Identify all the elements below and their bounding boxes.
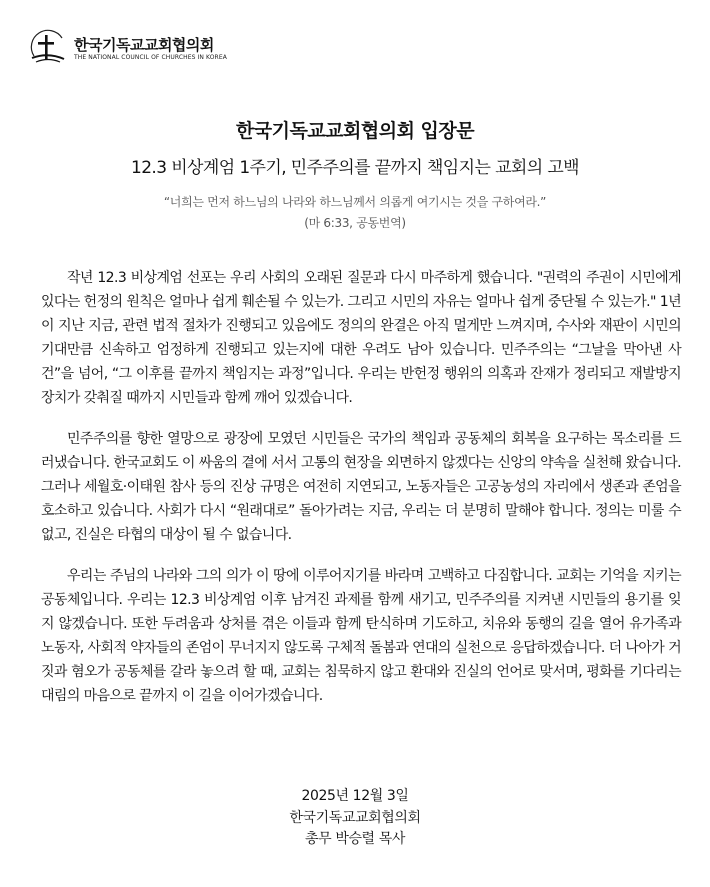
epigraph-source: (마 6:33, 공동번역) xyxy=(304,216,406,230)
ncck-logo-icon xyxy=(28,26,68,66)
org-name-kr: 한국기독교교회협의회 xyxy=(74,36,214,54)
signatory: 총무 박승렬 목사 xyxy=(305,831,405,847)
signature-block xyxy=(0,786,710,851)
epigraph-quote: “너희는 먼저 하느님의 나라와 하느님께서 의롭게 여기시는 것을 구하여라.” xyxy=(163,195,547,209)
document-subtitle: 12.3 비상계엄 1주기, 민주주의를 끝까지 책임지는 교회의 고백 xyxy=(130,158,579,178)
statement-date: 2025년 12월 3일 xyxy=(301,788,409,804)
paragraph-1: 작년 12.3 비상계엄 선포는 우리 사회의 오래된 질문과 다시 마주하게 했습니다. "권력의 주권이 시민에게 있다는 헌정의 원칙은 얼마나 쉽게 훼손될 수 있는가. 그리고 시민의 자유는 얼마나 쉽게 중단될 수 있는가." 1년이 지난 지금, 관련 법적 절차가 진행되고 있음에도 정의의 완결은 아직 멀게만 느껴지며, 수사와 재판이 시민의 기대만큼 신속하고 엄정하게 진행되고 있는지에 대한 우려도 남아 있습니다. 민주주의는 “그날을 막아낸 사건”을 넘어, “그 이후를 끝까지 책임지는 과정”입니다. 우리는 반헌정 행위의 의혹과 잔재가 정리되고 재발방지 장치가 갖춰질 때까지 시민들과 함께 깨어 있겠습니다. xyxy=(41,270,681,406)
signature-org: 한국기독교교회협의회 xyxy=(289,809,421,826)
paragraph-3: 우리는 주님의 나라와 그의 의가 이 땅에 이루어지기를 바라며 고백하고 다짐합니다. 교회는 기억을 지키는 공동체입니다. 우리는 12.3 비상계엄 이후 남겨진 과제를 함께 새기고, 민주주의를 지켜낸 시민들의 용기를 잊지 않겠습니다. 또한 두려움과 상처를 겪은 이들과 함께 탄식하며 기도하고, 치유와 동행의 길을 열어 유가족과 노동자, 사회적 약자들의 존엄이 무너지지 않도록 구체적 돌봄과 연대의 실천으로 응답하겠습니다. 더 나아가 거짓과 혐오가 공동체를 갈라 놓으려 할 때, 교회는 침묵하지 않고 환대와 진실의 언어로 맞서며, 평화를 기다리는 대림의 마음으로 끝까지 이 길을 이어가겠습니다. xyxy=(41,568,681,704)
statement-body xyxy=(41,266,681,725)
epigraph xyxy=(0,192,710,234)
paragraph-2: 민주주의를 향한 열망으로 광장에 모였던 시민들은 국가의 책임과 공동체의 회복을 요구하는 목소리를 드러냈습니다. 한국교회도 이 싸움의 곁에 서서 고통의 현장을 외면하지 않겠다는 신앙의 약속을 실천해 왔습니다. 그러나 세월호·이태원 참사 등의 진상 규명은 여전히 지연되고, 노동자들은 고공농성의 자리에서 생존과 존엄을 호소하고 있습니다. 사회가 다시 “원래대로” 돌아가려는 지금, 우리는 더 분명히 말해야 합니다. 정의는 미룰 수 없고, 진실은 타협의 대상이 될 수 없습니다. xyxy=(41,431,681,543)
letterhead xyxy=(28,26,328,66)
org-name-en: THE NATIONAL COUNCIL OF CHURCHES IN KOREA xyxy=(74,54,227,61)
document-title: 한국기독교교회협의회 입장문 xyxy=(235,120,475,142)
